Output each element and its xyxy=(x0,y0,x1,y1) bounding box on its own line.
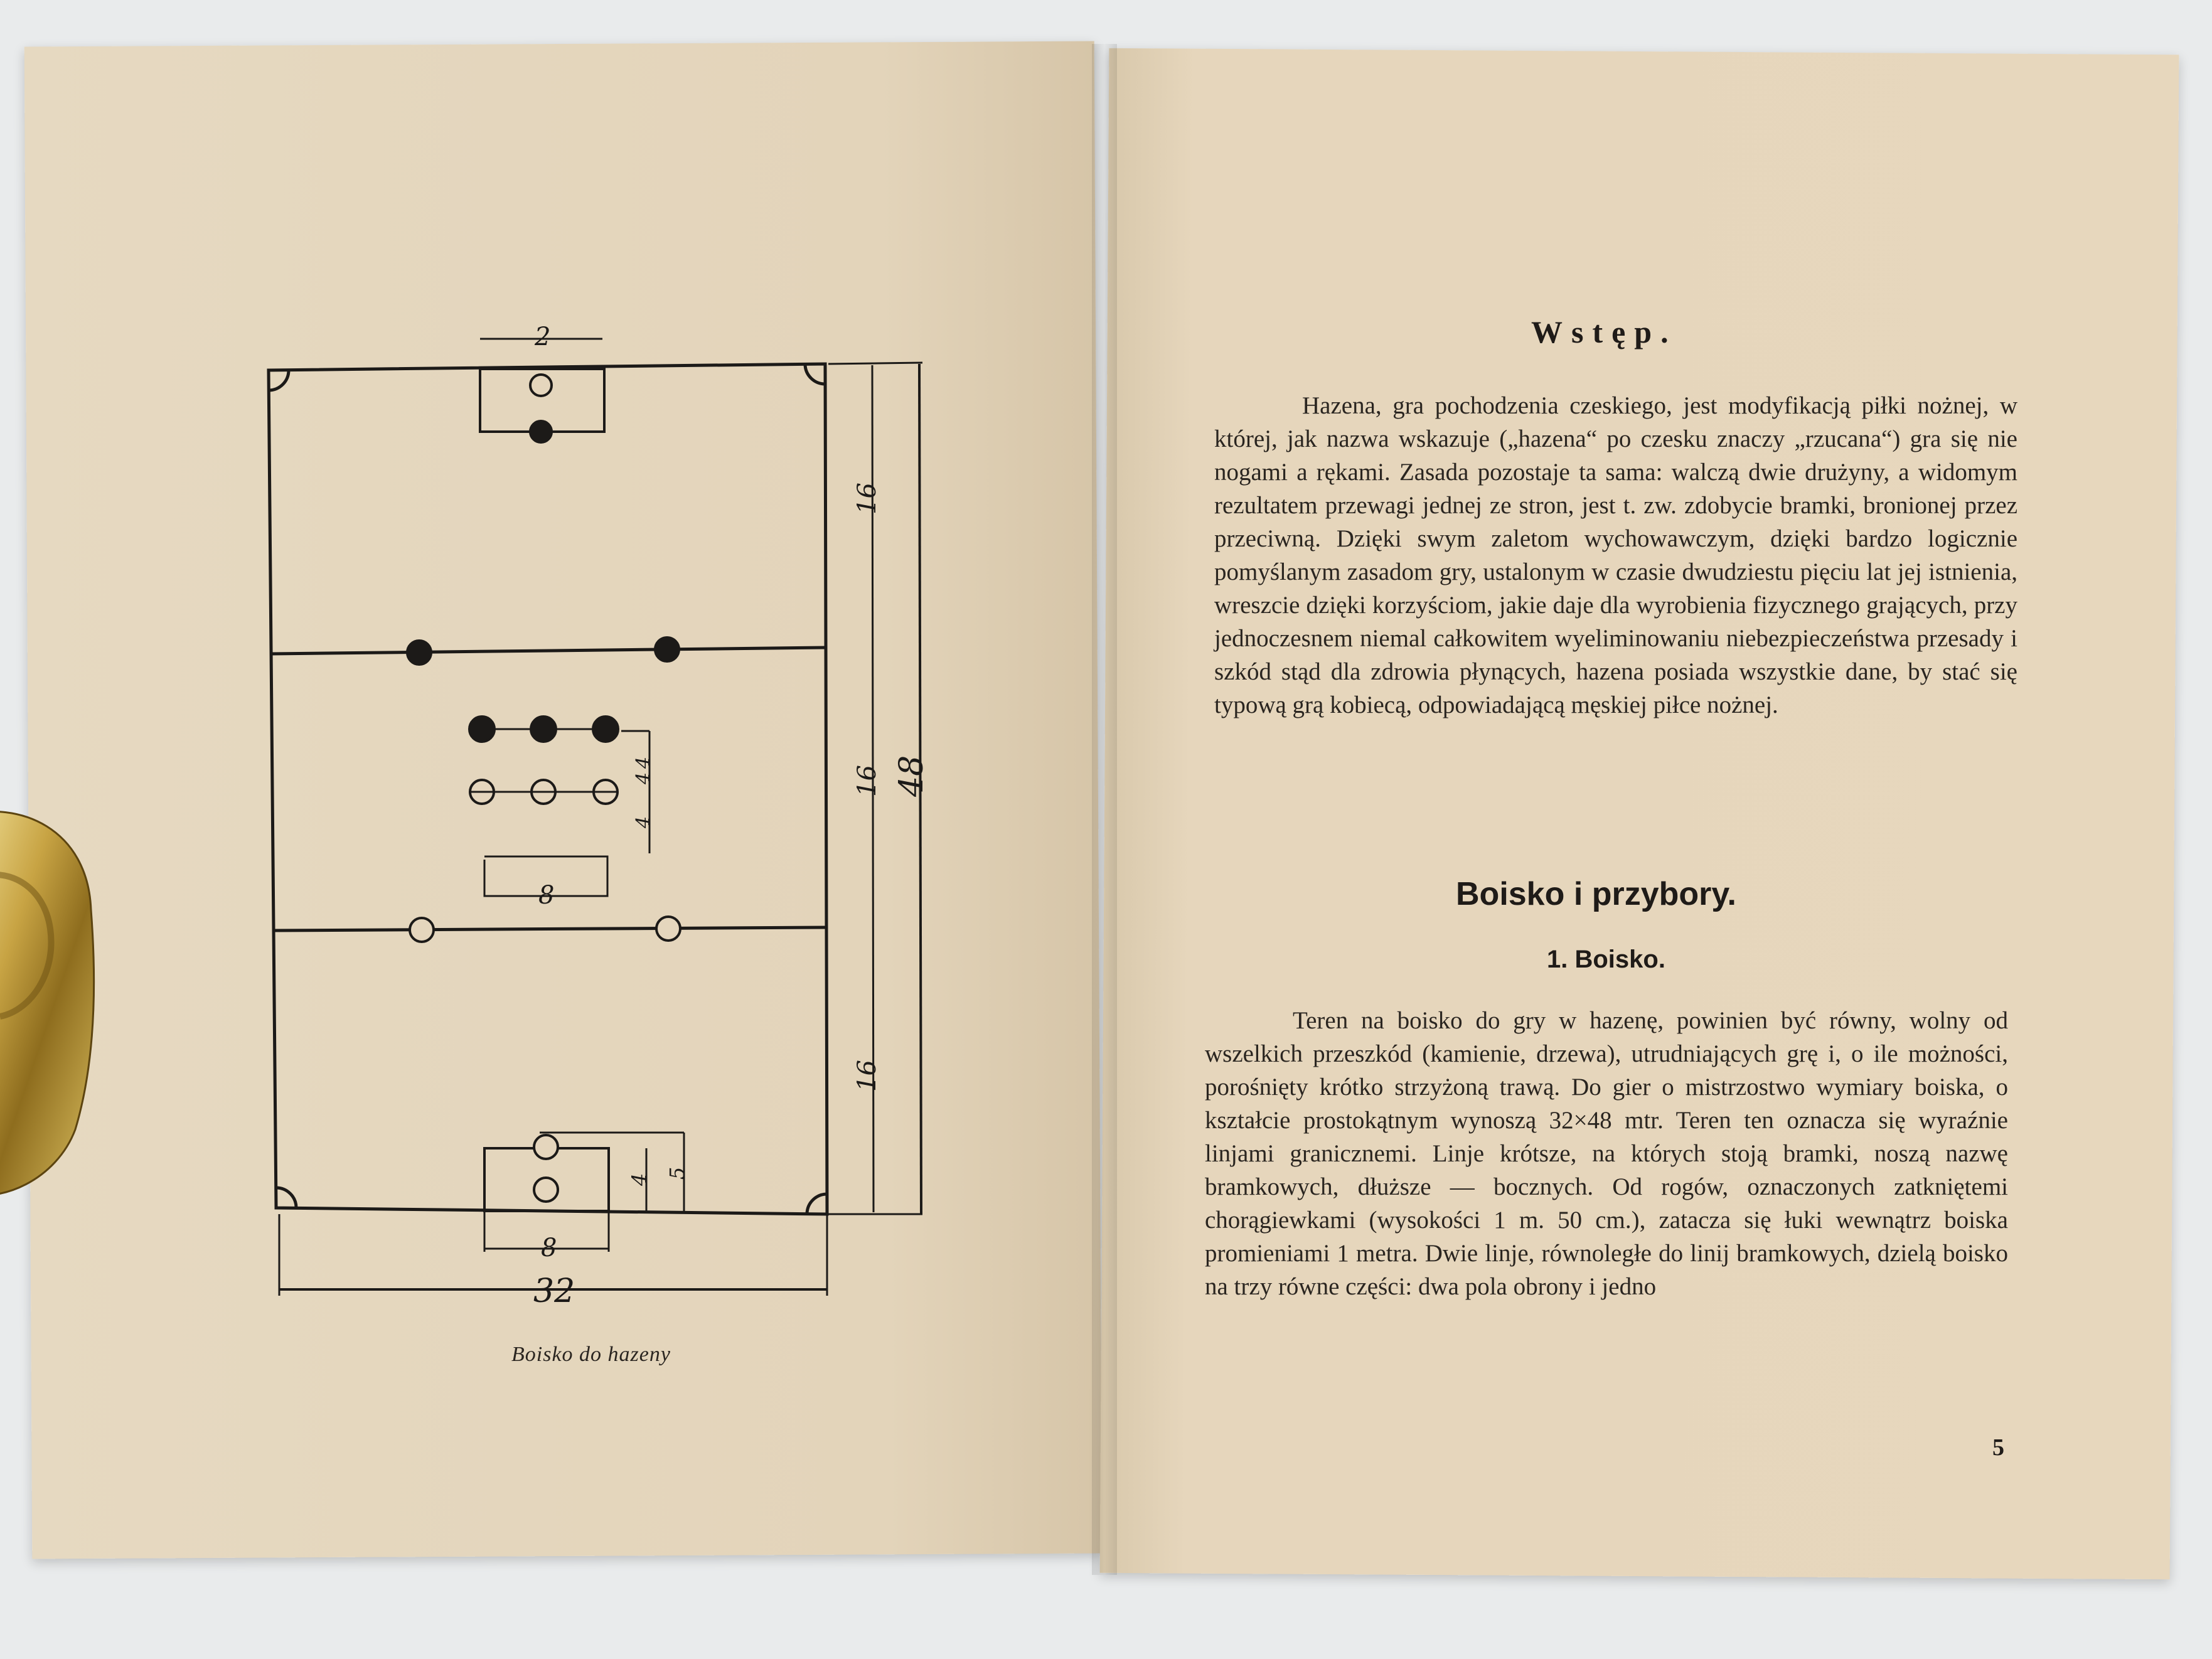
corner-arc-tr xyxy=(805,365,825,384)
subsection-heading: 1. Boisko. xyxy=(1547,946,1665,973)
zone-length-label-3: 16 xyxy=(853,1060,882,1092)
center-box-width-label: 8 xyxy=(538,881,555,910)
section-paragraph: Teren na boisko do gry w hazenę, powinien być równy, wolny od wszelkich przeszkód (kamienie, drzewa), utrudniających grę i, o ile możności, porośnięty krótko strzyżoną trawą. Do gier o mistrzostwo wymiary boiska, o kształcie prostokątnym wynoszą 32×48 mtr. Teren ten oznacza się wyraźnie linjami granicznemi. Linje krótsze, na których stoją bramki, noszą nazwę bramkowych, dłuższe — bocznych. Od rogów, oznaczonych zatkniętemi chorągiewkami (wysokości 1 m. 50 cm.), zatacza się łuki wewnątrz boiska promieniami 1 metra. Dwie linje, równoległe do linij bramkowych, dzielą boisko na trzy równe części: dwa pola obrony i jedno xyxy=(1205,1007,2008,1300)
zone-line-bottom xyxy=(273,927,826,931)
goal-depth-label-1: 4 xyxy=(628,1173,651,1186)
player-marker xyxy=(530,375,552,396)
page-number: 5 xyxy=(1992,1434,2004,1461)
intro-heading: Wstęp. xyxy=(1531,314,1677,349)
corner-arc-tl xyxy=(269,370,289,390)
goal-area-width-label: 8 xyxy=(541,1234,557,1262)
spacing-label-3: 4 xyxy=(633,816,655,828)
player-marker xyxy=(534,1135,558,1159)
zone-length-label-2: 16 xyxy=(853,765,882,797)
brass-clip xyxy=(0,803,132,1205)
player-marker xyxy=(534,1178,558,1202)
player-marker xyxy=(530,421,552,442)
corner-arc-br xyxy=(807,1194,827,1214)
zone-length-label-1: 16 xyxy=(853,483,882,515)
player-marker xyxy=(656,917,680,941)
spacing-label-1: 4 xyxy=(633,756,655,769)
figure-caption: Boisko do hazeny xyxy=(511,1343,671,1366)
goal-width-label: 2 xyxy=(535,323,551,351)
zone-line-top xyxy=(271,648,826,654)
goal-depth-label-2: 5 xyxy=(665,1166,689,1180)
player-marker xyxy=(410,918,434,942)
intro-paragraph: Hazena, gra pochodzenia czeskiego, jest modyfikacją piłki nożnej, w której, jak nazwa wskazuje („hazena“ po czesku znaczy „rzucana“) gra się nie nogami a rękami. Zasada pozostaje ta sama: walczą dwie drużyny, a widomym rezultatem przewagi jednej ze stron, jest t. zw. zdobycie bramki, bronionej przez przeciwną. Dzięki swym zaletom wychowawczym, dzięki bardzo logicznie pomyślanym zasadom gry, ustalonym w czasie dwudziestu pięciu lat jej istnienia, wreszcie dzięki korzyściom, jakie daje dla wyrobienia fizycznego grających, przy jednoczesnem niemal całkowitem wyeliminowaniu niebezpieczeństwa przesady i szkód stąd dla zdrowia płynących, hazena posiada wszystkie dane, by stać się typową grą kobiecą, odpowiadającą męskiej piłce nożnej. xyxy=(1214,392,2017,718)
corner-arc-bl xyxy=(276,1188,296,1208)
total-length-label: 48 xyxy=(893,755,931,797)
player-marker xyxy=(655,637,679,661)
section-heading: Boisko i przybory. xyxy=(1456,876,1736,912)
player-marker xyxy=(407,641,431,664)
spacing-label-2: 4 xyxy=(633,772,655,784)
total-width-label: 32 xyxy=(533,1272,575,1310)
